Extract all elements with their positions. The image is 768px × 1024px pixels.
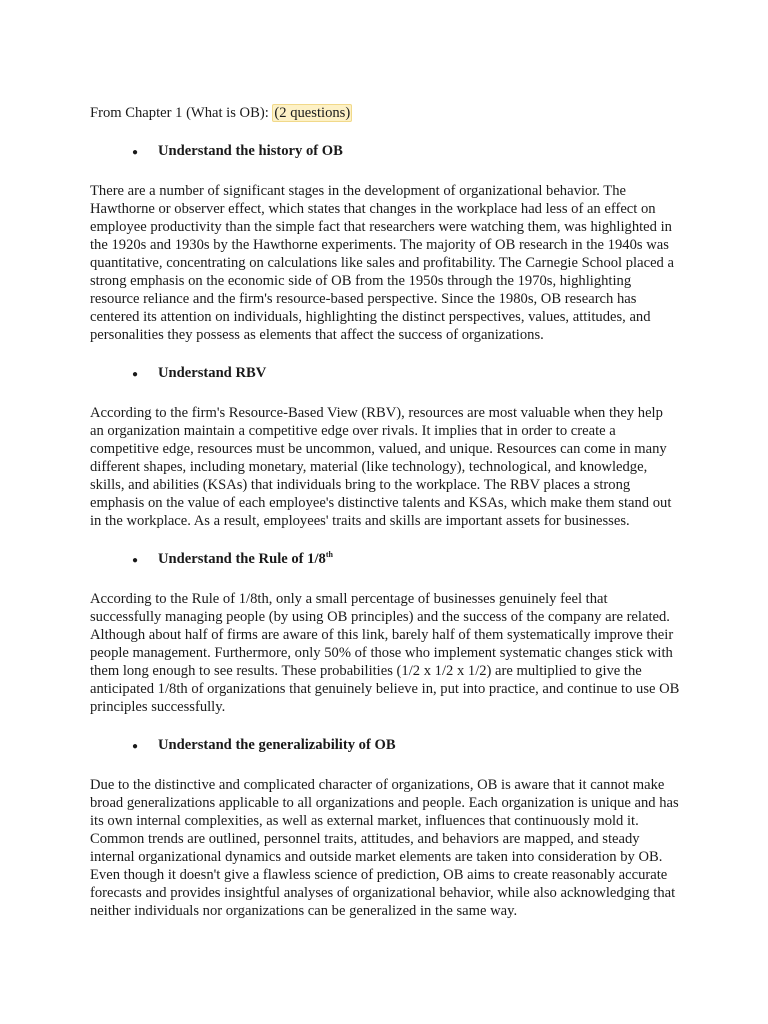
section-heading-history: [90, 142, 680, 162]
chapter-intro: [90, 104, 680, 122]
bullet-icon: ●: [132, 555, 139, 566]
section-heading-rule-of-eighth: [90, 550, 680, 570]
section-heading-rbv: [90, 364, 680, 384]
section-heading-superscript: th: [325, 550, 333, 560]
chapter-intro-text: From Chapter 1 (What is OB):: [90, 105, 273, 121]
section-heading-text: Understand the generalizability of OB: [158, 737, 396, 753]
section-heading-generalizability: [90, 736, 680, 756]
section-heading-text: [158, 550, 333, 568]
section-paragraph-rule-of-eighth: According to the Rule of 1/8th, only a small percentage of businesses genuinely feel that successfully managing people (by using OB principles) and the success of the company are related. Although about half of firms are aware of this link, barely half of them systematically improve their people management. Furthermore, only 50% of those who implement systematic changes stick with them long enough to see results. These probabilities (1/2 x 1/2 x 1/2) are multiplied to give the anticipated 1/8th of organizations that genuinely believe in, put into practice, and continue to use OB principles successfully.: [90, 591, 680, 715]
section-paragraph-rbv: According to the firm's Resource-Based View (RBV), resources are most valuable when they help an organization maintain a competitive edge over rivals. It implies that in order to create a competitive edge, resources must be uncommon, valued, and unique. Resources can come in many different shapes, including monetary, material (like technology), technological, and knowledge, skills, and abilities (KSAs) that individuals bring to the workplace. The RBV places a strong emphasis on the value of each employee's distinctive talents and KSAs, which make them stand out in the workplace. As a result, employees' traits and skills are important assets for businesses.: [90, 405, 672, 529]
section-heading-text: Understand RBV: [158, 365, 267, 381]
question-count-highlight: (2 questions): [274, 105, 351, 121]
bullet-icon: ●: [132, 147, 139, 158]
section-heading-text: Understand the history of OB: [158, 143, 343, 159]
section-paragraph-history: There are a number of significant stages in the development of organizational behavior. The Hawthorne or observer effect, which states that changes in the workplace had less of an effect on employee productivity than the simple fact that researchers were watching them, was highlighted in the 1920s and 1930s by the Hawthorne experiments. The majority of OB research in the 1940s was quantitative, concentrating on calculations like sales and profitability. The Carnegie School placed a strong emphasis on the economic side of OB from the 1950s through the 1970s, highlighting resource reliance and the firm's resource-based perspective. Since the 1980s, OB research has centered its attention on individuals, highlighting the distinct perspectives, values, attitudes, and personalities they possess as elements that affect the success of organizations.: [90, 183, 674, 343]
section-heading-main: Understand the Rule of 1/8: [158, 551, 326, 567]
bullet-icon: ●: [132, 369, 139, 380]
bullet-icon: ●: [132, 741, 139, 752]
section-paragraph-generalizability: Due to the distinctive and complicated character of organizations, OB is aware that it cannot make broad generalizations applicable to all organizations and people. Each organization is unique and has its own internal complexities, as well as external market, influences that continuously mold it. Common trends are outlined, personnel traits, attitudes, and behaviors are mapped, and steady internal organizational dynamics and outside market elements are taken into consideration by OB. Even though it doesn't give a flawless science of prediction, OB aims to create reasonably accurate forecasts and provides insightful analyses of organizational behavior, while also acknowledging that neither individuals nor organizations can be generalized in the same way.: [90, 777, 679, 919]
